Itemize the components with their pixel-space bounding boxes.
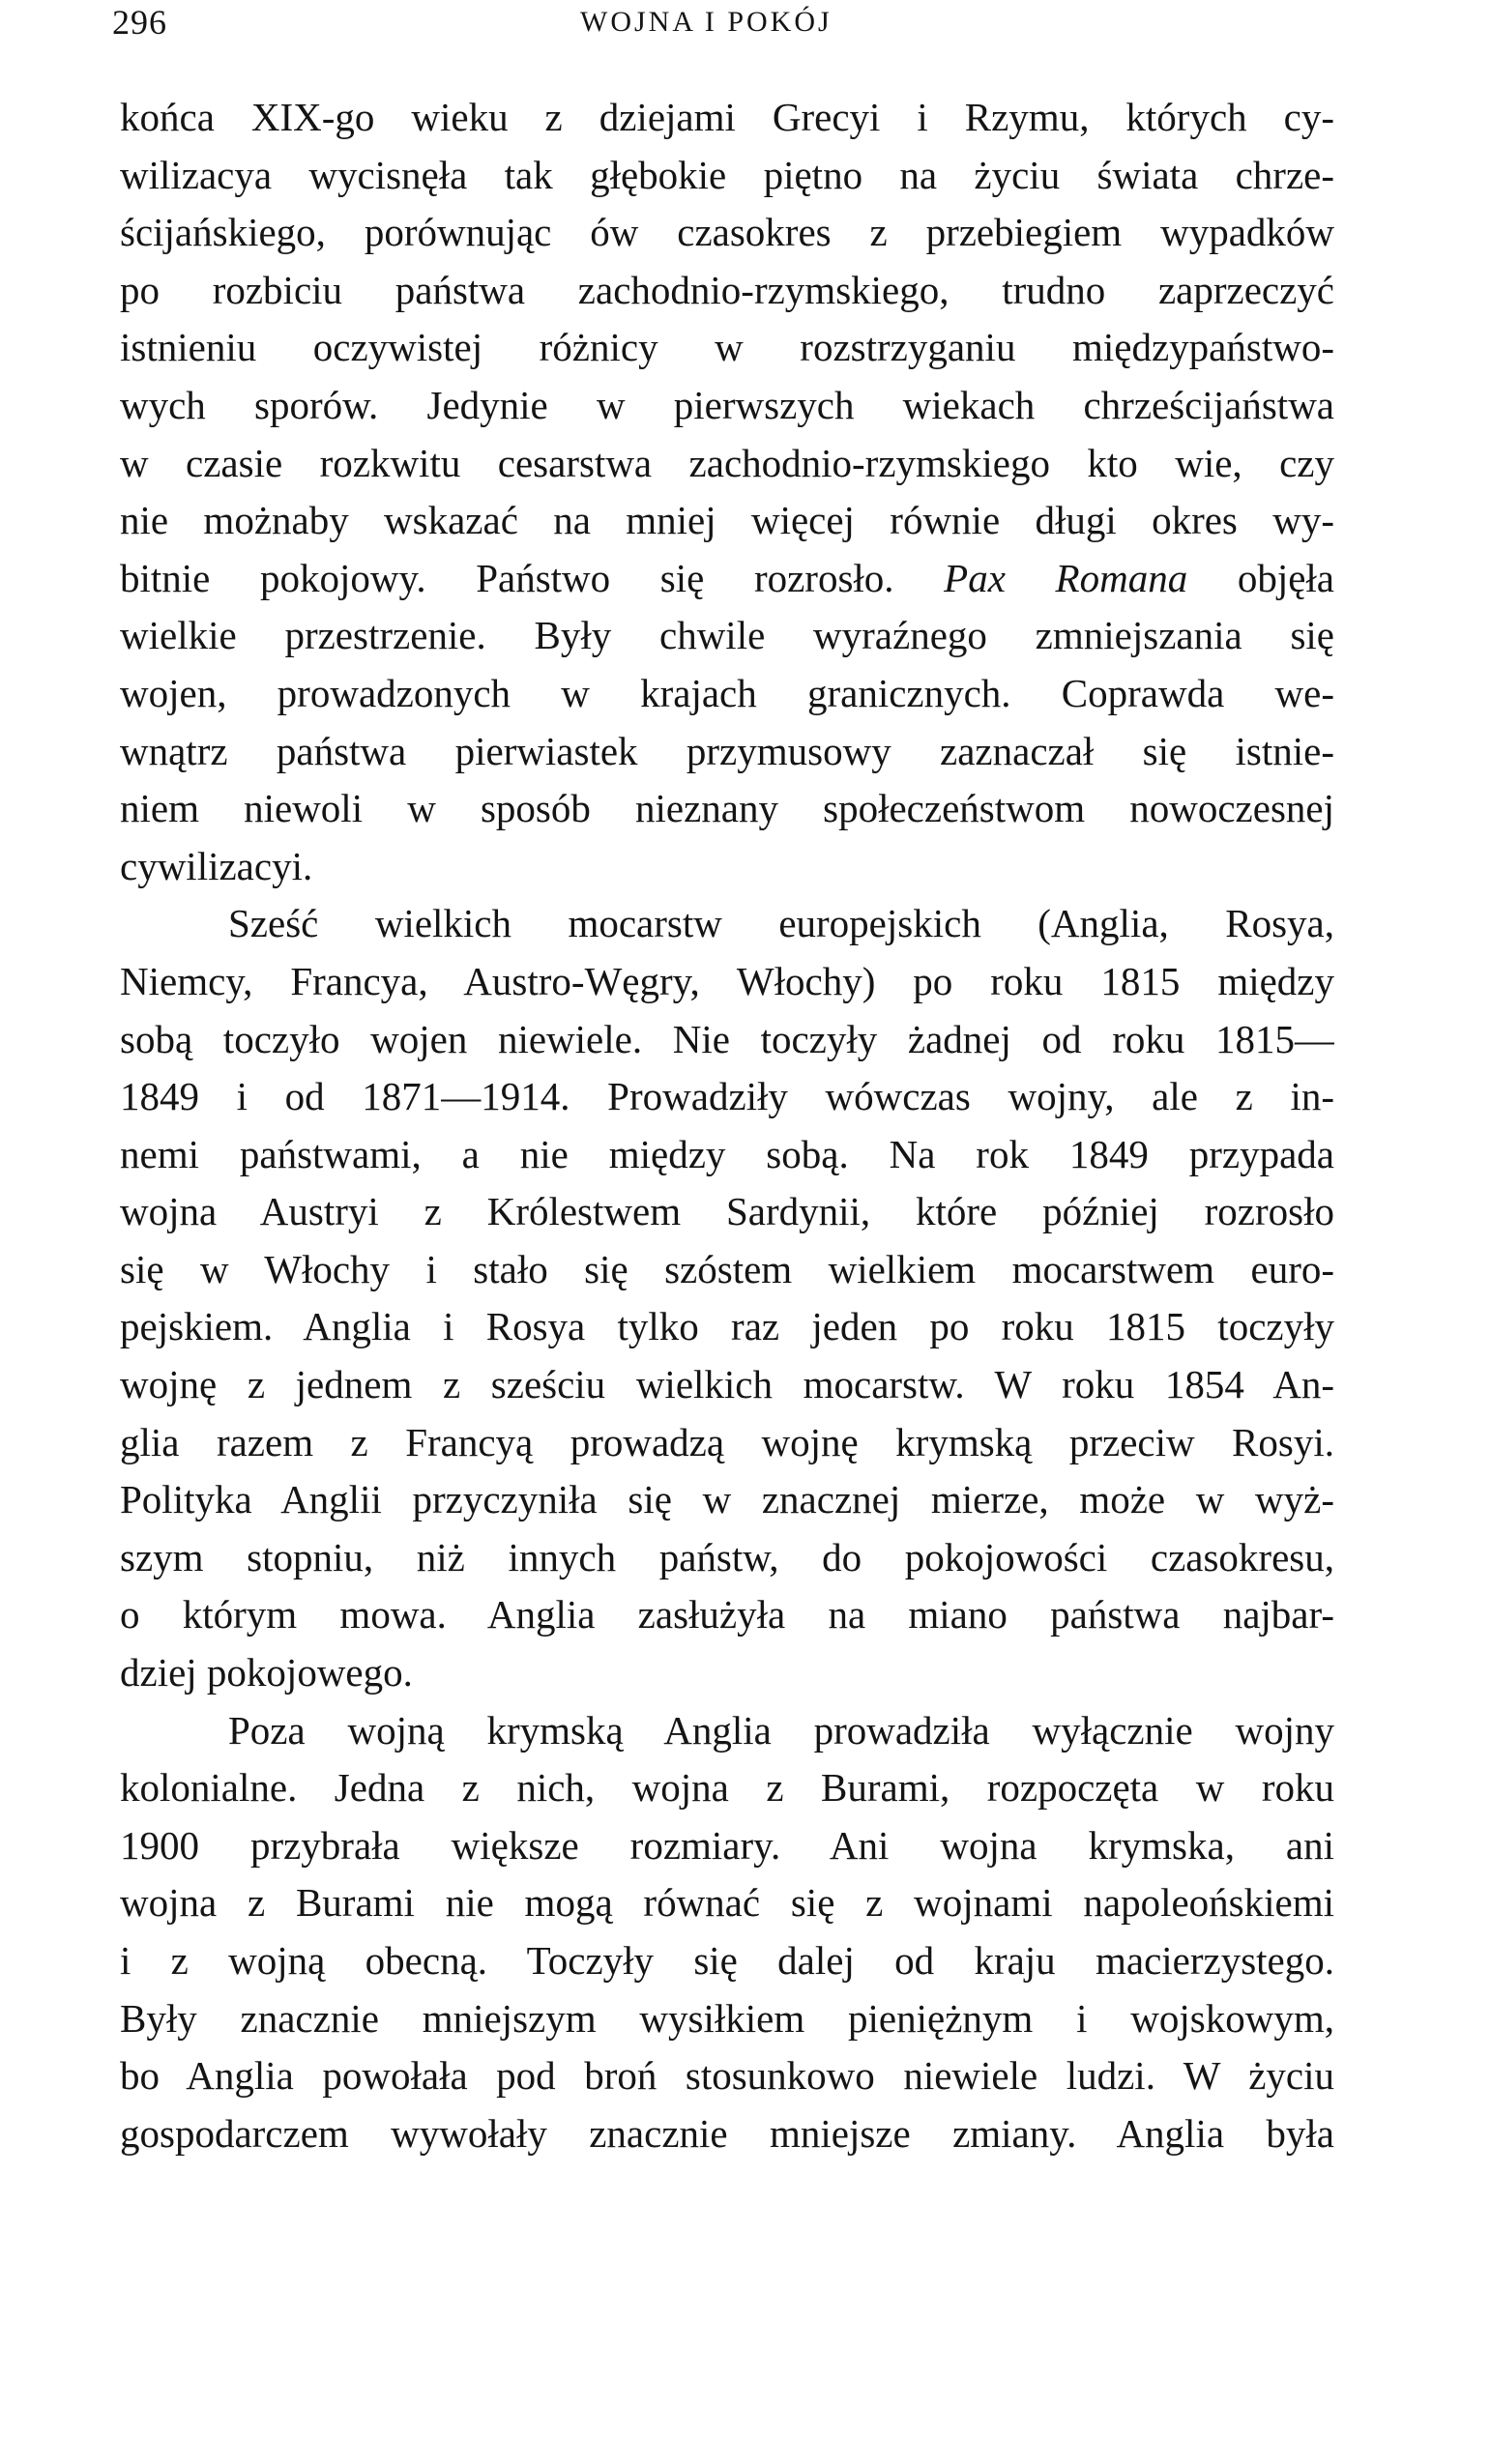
text-line: się w Włochy i stało się szóstem wielkiem mocarstwem euro-: [120, 1246, 1334, 1291]
text-line: kolonialne. Jedna z nich, wojna z Burami, rozpoczęta w roku: [120, 1765, 1334, 1811]
text-line: wojna Austryi z Królestwem Sardynii, które później rozrosło: [120, 1189, 1334, 1234]
text-line: glia razem z Francyą prowadzą wojnę krymską przeciw Rosyi.: [120, 1419, 1334, 1464]
text-line: wojna z Burami nie mogą równać się z wojnami napoleońskiemi: [120, 1880, 1334, 1926]
text-body: [120, 89, 1334, 2162]
text-line: nemi państwami, a nie między sobą. Na rok 1849 przypada: [120, 1131, 1334, 1176]
text-line: wnątrz państwa pierwiastek przymusowy zaznaczał się istnie-: [120, 728, 1334, 773]
text-line: Poza wojną krymską Anglia prowadziła wyłącznie wojny: [228, 1707, 1334, 1753]
text-line: pejskiem. Anglia i Rosya tylko raz jeden po roku 1815 toczyły: [120, 1304, 1334, 1349]
text-line: gospodarczem wywołały znacznie mniejsze zmiany. Anglia była: [120, 2110, 1334, 2156]
text-line: Sześć wielkich mocarstw europejskich (Anglia, Rosya,: [228, 901, 1334, 946]
text-line: 1900 przybrała większe rozmiary. Ani wojna krymska, ani: [120, 1822, 1334, 1868]
text-line: bo Anglia powołała pod broń stosunkowo niewiele ludzi. W życiu: [120, 2053, 1334, 2099]
text-run: bitnie pokojowy. Państwo się rozrosło.: [120, 555, 945, 600]
text-line: niem niewoli w sposób nieznany społeczeństwom nowoczesnej: [120, 786, 1334, 831]
text-line: w czasie rozkwitu cesarstwa zachodnio-rzymskiego kto wie, czy: [120, 440, 1334, 485]
text-line: szym stopniu, niż innych państw, do pokojowości czasokresu,: [120, 1534, 1334, 1580]
text-line: wojnę z jednem z sześciu wielkich mocarstw. W roku 1854 An-: [120, 1362, 1334, 1407]
text-line: po rozbiciu państwa zachodnio-rzymskiego, trudno zaprzeczyć: [120, 267, 1334, 312]
text-line: wilizacya wycisnęła tak głębokie piętno na życiu świata chrze-: [120, 152, 1334, 197]
text-line: cywilizacyi.: [120, 843, 313, 888]
text-line: wielkie przestrzenie. Były chwile wyraźnego zmniejszania się: [120, 613, 1334, 658]
text-line: Były znacznie mniejszym wysiłkiem pieniężnym i wojskowym,: [120, 1995, 1334, 2041]
page-number: 296: [112, 3, 167, 42]
text-line: istnieniu oczywistej różnicy w rozstrzyganiu międzypaństwo-: [120, 325, 1334, 370]
text-line: Niemcy, Francya, Austro-Węgry, Włochy) po roku 1815 między: [120, 958, 1334, 1003]
text-line: i z wojną obecną. Toczyły się dalej od kraju macierzystego.: [120, 1938, 1334, 1983]
text-run: objęła: [1187, 555, 1334, 600]
text-line: ścijańskiego, porównując ów czasokres z przebiegiem wypadków: [120, 210, 1334, 255]
text-line: 1849 i od 1871—1914. Prowadziły wówczas wojny, ale z in-: [120, 1074, 1334, 1119]
running-head: WOJNA I POKÓJ: [580, 6, 833, 38]
text-line: sobą toczyło wojen niewiele. Nie toczyły żadnej od roku 1815—: [120, 1016, 1334, 1061]
text-line: dziej pokojowego.: [120, 1650, 413, 1696]
text-line: Polityka Anglii przyczyniła się w znacznej mierze, może w wyż-: [120, 1477, 1334, 1522]
text-line: nie możnaby wskazać na mniej więcej równie długi okres wy-: [120, 498, 1334, 543]
text-line: o którym mowa. Anglia zasłużyła na miano państwa najbar-: [120, 1592, 1334, 1638]
text-line: końca XIX-go wieku z dziejami Grecyi i Rzymu, których cy-: [120, 95, 1334, 139]
text-line: wych sporów. Jedynie w pierwszych wiekach chrześcijaństwa: [120, 382, 1334, 427]
text-line: [120, 550, 1334, 608]
text-line: wojen, prowadzonych w krajach granicznych. Coprawda we-: [120, 670, 1334, 715]
italic-phrase: Pax Romana: [944, 555, 1188, 600]
